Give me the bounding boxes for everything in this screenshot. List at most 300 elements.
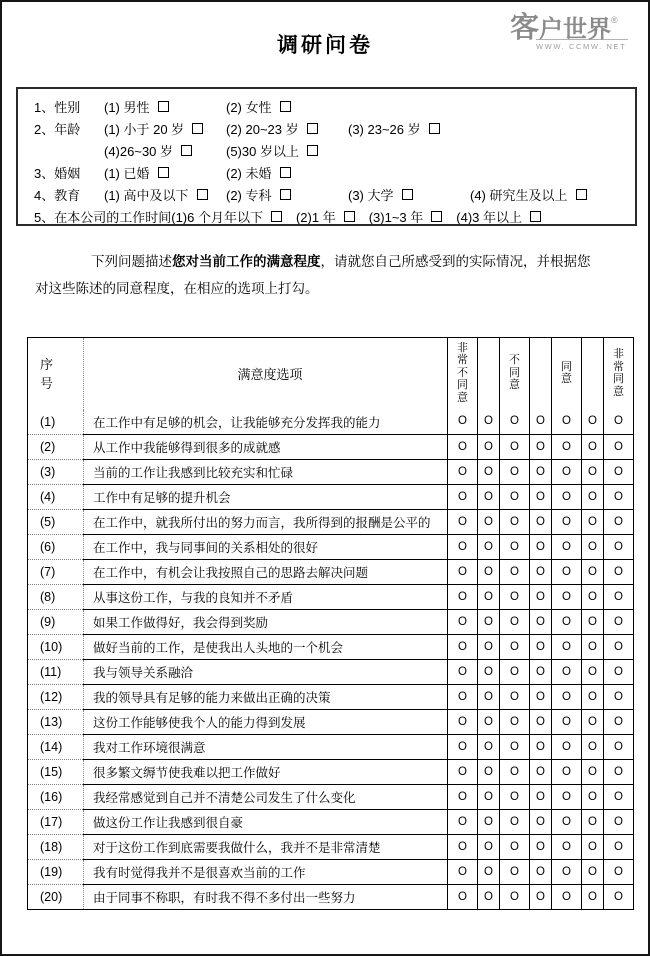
table-row <box>28 860 634 885</box>
checkbox-icon[interactable] <box>344 211 355 222</box>
demo-option <box>226 119 346 138</box>
brand-logo <box>510 12 628 51</box>
row-number: (11) <box>28 660 84 685</box>
table-row <box>28 560 634 585</box>
rating-circle[interactable]: O <box>500 760 530 785</box>
table-row <box>28 435 634 460</box>
rating-circle[interactable]: O <box>582 460 604 485</box>
rating-header-char: 不 <box>509 354 520 367</box>
rating-header-label <box>457 342 468 405</box>
rating-circle[interactable]: O <box>448 635 478 660</box>
rating-circle[interactable]: O <box>582 810 604 835</box>
statement-text: 在工作中，有机会让我按照自己的思路去解决问题 <box>84 560 448 585</box>
demo-question-label: 3、婚姻 <box>34 165 81 181</box>
col-header-rating <box>604 338 634 410</box>
statement-text: 由于同事不称职，有时我不得不多付出一些努力 <box>84 885 448 910</box>
checkbox-icon[interactable] <box>530 211 541 222</box>
rating-circle[interactable]: O <box>604 785 634 810</box>
demo-option <box>104 185 224 204</box>
rating-header-char: 意 <box>509 379 520 392</box>
demo-row-line <box>34 117 635 139</box>
rating-circle[interactable]: O <box>552 510 582 535</box>
demo-option <box>226 163 346 182</box>
rating-circle[interactable]: O <box>448 835 478 860</box>
demo-option-label: (1) 男性 <box>104 99 150 115</box>
rating-circle[interactable]: O <box>604 485 634 510</box>
row-number: (13) <box>28 710 84 735</box>
demo-option <box>171 207 282 226</box>
rating-circle[interactable]: O <box>604 860 634 885</box>
rating-circle[interactable]: O <box>530 460 552 485</box>
rating-circle[interactable]: O <box>582 735 604 760</box>
checkbox-icon[interactable] <box>402 189 413 200</box>
rating-circle[interactable]: O <box>500 560 530 585</box>
rating-circle[interactable]: O <box>604 410 634 435</box>
rating-circle[interactable]: O <box>478 485 500 510</box>
rating-circle[interactable]: O <box>582 785 604 810</box>
demo-row-line <box>34 139 635 161</box>
rating-circle[interactable]: O <box>500 835 530 860</box>
demo-option-label: (2) 20~23 岁 <box>226 121 299 137</box>
col-header-spacer <box>530 338 552 410</box>
checkbox-icon[interactable] <box>197 189 208 200</box>
rating-circle[interactable]: O <box>530 610 552 635</box>
col-header-spacer <box>478 338 500 410</box>
rating-circle[interactable]: O <box>448 460 478 485</box>
rating-circle[interactable]: O <box>604 460 634 485</box>
rating-circle[interactable]: O <box>530 660 552 685</box>
rating-circle[interactable]: O <box>448 435 478 460</box>
demo-row-line <box>34 183 635 205</box>
rating-circle[interactable]: O <box>478 885 500 910</box>
table-row <box>28 635 634 660</box>
rating-circle[interactable]: O <box>448 710 478 735</box>
rating-circle[interactable]: O <box>552 535 582 560</box>
rating-circle[interactable]: O <box>478 460 500 485</box>
checkbox-icon[interactable] <box>429 123 440 134</box>
rating-circle[interactable]: O <box>552 460 582 485</box>
rating-circle[interactable]: O <box>448 685 478 710</box>
rating-circle[interactable]: O <box>530 735 552 760</box>
demo-option <box>296 207 355 226</box>
row-number: (16) <box>28 785 84 810</box>
rating-circle[interactable]: O <box>448 760 478 785</box>
statement-text: 我对工作环境很满意 <box>84 735 448 760</box>
demo-option-label: (2)1 年 <box>295 209 336 225</box>
rating-circle[interactable]: O <box>604 835 634 860</box>
checkbox-icon[interactable] <box>307 145 318 156</box>
demo-option <box>104 119 224 138</box>
rating-circle[interactable]: O <box>582 510 604 535</box>
rating-circle[interactable]: O <box>448 785 478 810</box>
rating-circle[interactable]: O <box>478 710 500 735</box>
table-row <box>28 785 634 810</box>
rating-circle[interactable]: O <box>552 635 582 660</box>
rating-circle[interactable]: O <box>500 860 530 885</box>
rating-circle[interactable]: O <box>500 660 530 685</box>
rating-header-char: 同 <box>561 360 572 373</box>
table-row <box>28 535 634 560</box>
rating-circle[interactable]: O <box>448 585 478 610</box>
rating-circle[interactable]: O <box>530 435 552 460</box>
demo-option-label: (2) 未婚 <box>226 165 272 181</box>
rating-circle[interactable]: O <box>530 860 552 885</box>
statement-text: 如果工作做得好，我会得到奖励 <box>84 610 448 635</box>
rating-circle[interactable]: O <box>478 610 500 635</box>
table-row <box>28 610 634 635</box>
table-row <box>28 585 634 610</box>
col-header-rating <box>448 338 478 410</box>
rating-circle[interactable]: O <box>448 410 478 435</box>
rating-circle[interactable]: O <box>530 685 552 710</box>
rating-circle[interactable]: O <box>582 435 604 460</box>
row-number: (20) <box>28 885 84 910</box>
rating-circle[interactable]: O <box>448 660 478 685</box>
rating-circle[interactable]: O <box>530 710 552 735</box>
rating-circle[interactable]: O <box>552 585 582 610</box>
brand-logo-row <box>510 12 628 44</box>
rating-circle[interactable]: O <box>530 760 552 785</box>
rating-circle[interactable]: O <box>500 510 530 535</box>
demo-option <box>369 207 443 226</box>
rating-circle[interactable]: O <box>478 535 500 560</box>
rating-circle[interactable]: O <box>530 510 552 535</box>
table-row <box>28 760 634 785</box>
rating-header-char: 同 <box>613 373 624 385</box>
demo-option-label: (1)6 个月年以下 <box>171 209 263 225</box>
rating-header-label <box>561 361 572 386</box>
rating-circle[interactable]: O <box>552 760 582 785</box>
rating-header-char: 同 <box>457 379 468 392</box>
rating-circle[interactable]: O <box>604 760 634 785</box>
rating-circle[interactable]: O <box>500 535 530 560</box>
instructions-prefix: 下列问题描述 <box>91 254 172 269</box>
rating-circle[interactable]: O <box>448 510 478 535</box>
rating-circle[interactable]: O <box>500 610 530 635</box>
rating-circle[interactable]: O <box>604 685 634 710</box>
statement-text: 在工作中，就我所付出的努力而言，我所得到的报酬是公平的 <box>84 510 448 535</box>
rating-circle[interactable]: O <box>552 785 582 810</box>
rating-circle[interactable]: O <box>604 735 634 760</box>
rating-circle[interactable]: O <box>478 735 500 760</box>
rating-circle[interactable]: O <box>478 660 500 685</box>
rating-circle[interactable]: O <box>582 485 604 510</box>
checkbox-icon[interactable] <box>181 145 192 156</box>
demo-option <box>470 185 590 204</box>
rating-circle[interactable]: O <box>582 410 604 435</box>
row-number: (19) <box>28 860 84 885</box>
row-number: (8) <box>28 585 84 610</box>
table-row <box>28 710 634 735</box>
rating-circle[interactable]: O <box>500 810 530 835</box>
statement-text: 在工作中，我与同事间的关系相处的很好 <box>84 535 448 560</box>
demo-option-label: (4)26~30 岁 <box>104 143 174 159</box>
table-row <box>28 410 634 435</box>
demo-option-label: (5)30 岁以上 <box>226 143 299 159</box>
rating-circle[interactable]: O <box>530 885 552 910</box>
rating-circle[interactable]: O <box>582 610 604 635</box>
instructions-suffix: ，请就您自己所感受到的实际情况，并根据您对这些陈述的同意程度，在相应的选项上打勾。 <box>35 254 591 296</box>
rating-circle[interactable]: O <box>552 410 582 435</box>
rating-circle[interactable]: O <box>478 410 500 435</box>
page-title: 调研问卷 <box>277 34 373 57</box>
rating-circle[interactable]: O <box>604 560 634 585</box>
rating-header-label <box>509 354 520 392</box>
rating-circle[interactable]: O <box>530 785 552 810</box>
brand-logo-url: WWW. CCMW. NET <box>536 39 628 51</box>
rating-header-char: 非 <box>613 348 624 360</box>
rating-circle[interactable]: O <box>604 810 634 835</box>
checkbox-icon[interactable] <box>280 189 291 200</box>
checkbox-icon[interactable] <box>192 123 203 134</box>
rating-circle[interactable]: O <box>500 410 530 435</box>
rating-circle[interactable]: O <box>478 835 500 860</box>
demo-row-line <box>34 205 635 226</box>
col-header-rating <box>552 338 582 410</box>
statement-text: 我有时觉得我并不是很喜欢当前的工作 <box>84 860 448 885</box>
demo-option <box>104 163 224 182</box>
demo-option-label: (1) 小于 20 岁 <box>104 121 185 137</box>
rating-circle[interactable]: O <box>582 535 604 560</box>
rating-circle[interactable]: O <box>604 610 634 635</box>
rating-circle[interactable]: O <box>448 560 478 585</box>
table-row <box>28 460 634 485</box>
rating-circle[interactable]: O <box>604 710 634 735</box>
rating-header-char: 意 <box>457 391 468 404</box>
rating-circle[interactable]: O <box>448 885 478 910</box>
rating-circle[interactable]: O <box>552 485 582 510</box>
row-number: (3) <box>28 460 84 485</box>
rating-circle[interactable]: O <box>552 435 582 460</box>
table-row <box>28 810 634 835</box>
statement-text: 工作中有足够的提升机会 <box>84 485 448 510</box>
col-header-rating <box>500 338 530 410</box>
rating-circle[interactable]: O <box>478 560 500 585</box>
statement-text: 从事这份工作，与我的良知并不矛盾 <box>84 585 448 610</box>
demo-option-label: (3) 大学 <box>348 187 394 203</box>
row-number: (18) <box>28 835 84 860</box>
table-row <box>28 835 634 860</box>
rating-circle[interactable]: O <box>552 560 582 585</box>
rating-header-char: 意 <box>613 385 624 398</box>
rating-circle[interactable]: O <box>530 635 552 660</box>
demo-option-label: (4)3 年以上 <box>456 209 522 225</box>
rating-circle[interactable]: O <box>552 735 582 760</box>
col-header-desc: 满意度选项 <box>84 338 448 410</box>
rating-circle[interactable]: O <box>530 560 552 585</box>
demo-row-line <box>34 161 635 183</box>
demo-option-label: (4) 研究生及以上 <box>470 187 568 203</box>
rating-circle[interactable]: O <box>500 710 530 735</box>
rating-circle[interactable]: O <box>530 810 552 835</box>
rating-circle[interactable]: O <box>604 885 634 910</box>
rating-circle[interactable]: O <box>604 635 634 660</box>
rating-circle[interactable]: O <box>500 435 530 460</box>
demo-option-label: (2) 女性 <box>226 99 272 115</box>
rating-circle[interactable]: O <box>448 610 478 635</box>
statement-text: 做这份工作让我感到很自豪 <box>84 810 448 835</box>
rating-header-char: 常 <box>457 354 468 367</box>
statement-text: 我经常感觉到自己并不清楚公司发生了什么变化 <box>84 785 448 810</box>
rating-circle[interactable]: O <box>478 585 500 610</box>
rating-header-char: 同 <box>509 366 520 379</box>
rating-circle[interactable]: O <box>478 635 500 660</box>
rating-circle[interactable]: O <box>500 785 530 810</box>
demo-question-label: 5、在本公司的工作时间 <box>34 209 172 225</box>
table-row <box>28 885 634 910</box>
table-header-row <box>28 338 634 410</box>
rating-circle[interactable]: O <box>478 685 500 710</box>
rating-header-char: 非 <box>457 341 468 354</box>
rating-circle[interactable]: O <box>604 535 634 560</box>
rating-circle[interactable]: O <box>500 585 530 610</box>
registered-trademark-icon: ® <box>611 15 618 25</box>
rating-circle[interactable]: O <box>478 760 500 785</box>
survey-table <box>27 337 634 910</box>
checkbox-icon[interactable] <box>158 167 169 178</box>
demo-option-label: (1) 高中及以下 <box>104 187 189 203</box>
instructions-bold: 您对当前工作的满意程度 <box>172 254 321 269</box>
row-number: (5) <box>28 510 84 535</box>
table-row <box>28 510 634 535</box>
rating-circle[interactable]: O <box>582 710 604 735</box>
rating-circle[interactable]: O <box>530 485 552 510</box>
row-number: (14) <box>28 735 84 760</box>
rating-header-char: 常 <box>613 360 624 373</box>
table-row <box>28 685 634 710</box>
statement-text: 很多繁文缛节使我难以把工作做好 <box>84 760 448 785</box>
rating-circle[interactable]: O <box>448 535 478 560</box>
statement-text: 我与领导关系融洽 <box>84 660 448 685</box>
statement-text: 从工作中我能够得到很多的成就感 <box>84 435 448 460</box>
rating-circle[interactable]: O <box>448 735 478 760</box>
demo-question-label: 1、性别 <box>34 99 81 115</box>
checkbox-icon[interactable] <box>576 189 587 200</box>
col-header-seq: 序号 <box>28 338 84 410</box>
demo-option <box>226 97 346 116</box>
rating-circle[interactable]: O <box>500 460 530 485</box>
rating-header-label <box>613 348 624 398</box>
rating-circle[interactable]: O <box>552 885 582 910</box>
rating-circle[interactable]: O <box>500 685 530 710</box>
rating-circle[interactable]: O <box>582 635 604 660</box>
rating-circle[interactable]: O <box>582 760 604 785</box>
checkbox-icon[interactable] <box>280 167 291 178</box>
rating-circle[interactable]: O <box>530 535 552 560</box>
rating-circle[interactable]: O <box>604 510 634 535</box>
rating-circle[interactable]: O <box>604 660 634 685</box>
rating-circle[interactable]: O <box>582 685 604 710</box>
rating-circle[interactable]: O <box>582 885 604 910</box>
statement-text: 我的领导具有足够的能力来做出正确的决策 <box>84 685 448 710</box>
rating-circle[interactable]: O <box>448 485 478 510</box>
rating-circle[interactable]: O <box>552 835 582 860</box>
row-number: (6) <box>28 535 84 560</box>
rating-circle[interactable]: O <box>552 860 582 885</box>
statement-text: 做好当前的工作，是使我出人头地的一个机会 <box>84 635 448 660</box>
rating-circle[interactable]: O <box>530 835 552 860</box>
row-number: (1) <box>28 410 84 435</box>
brand-logo-text: 客户世界 <box>510 12 612 44</box>
table-row <box>28 660 634 685</box>
demo-row-line <box>34 95 635 117</box>
rating-circle[interactable]: O <box>478 810 500 835</box>
statement-text: 这份工作能够使我个人的能力得到发展 <box>84 710 448 735</box>
row-number: (7) <box>28 560 84 585</box>
rating-circle[interactable]: O <box>500 485 530 510</box>
rating-circle[interactable]: O <box>552 810 582 835</box>
rating-circle[interactable]: O <box>448 810 478 835</box>
statement-text: 在工作中有足够的机会，让我能够充分发挥我的能力 <box>84 410 448 435</box>
checkbox-icon[interactable] <box>280 101 291 112</box>
checkbox-icon[interactable] <box>271 211 282 222</box>
demo-option-label: (1) 已婚 <box>104 165 150 181</box>
demo-option-label: (2) 专科 <box>226 187 272 203</box>
rating-circle[interactable]: O <box>582 560 604 585</box>
col-header-spacer <box>582 338 604 410</box>
table-row <box>28 735 634 760</box>
statement-text: 对于这份工作到底需要我做什么，我并不是非常清楚 <box>84 835 448 860</box>
demo-option <box>226 185 346 204</box>
demo-question-label: 4、教育 <box>34 187 81 203</box>
rating-circle[interactable]: O <box>604 435 634 460</box>
rating-circle[interactable]: O <box>448 860 478 885</box>
rating-circle[interactable]: O <box>500 635 530 660</box>
row-number: (17) <box>28 810 84 835</box>
checkbox-icon[interactable] <box>158 101 169 112</box>
statement-text: 当前的工作让我感到比较充实和忙碌 <box>84 460 448 485</box>
rating-circle[interactable]: O <box>478 785 500 810</box>
row-number: (2) <box>28 435 84 460</box>
rating-circle[interactable]: O <box>530 585 552 610</box>
checkbox-icon[interactable] <box>307 123 318 134</box>
demo-option <box>104 141 224 160</box>
rating-circle[interactable]: O <box>500 735 530 760</box>
rating-circle[interactable]: O <box>552 685 582 710</box>
row-number: (12) <box>28 685 84 710</box>
rating-circle[interactable]: O <box>500 885 530 910</box>
demo-option-label: (3) 23~26 岁 <box>348 121 421 137</box>
rating-circle[interactable]: O <box>552 660 582 685</box>
rating-circle[interactable]: O <box>552 610 582 635</box>
rating-circle[interactable]: O <box>478 510 500 535</box>
row-number: (15) <box>28 760 84 785</box>
row-number: (10) <box>28 635 84 660</box>
rating-circle[interactable]: O <box>478 860 500 885</box>
rating-circle[interactable]: O <box>552 710 582 735</box>
demo-question-label: 2、年龄 <box>34 121 81 137</box>
rating-circle[interactable]: O <box>582 860 604 885</box>
demo-option <box>348 119 468 138</box>
rating-circle[interactable]: O <box>478 435 500 460</box>
checkbox-icon[interactable] <box>431 211 442 222</box>
rating-circle[interactable]: O <box>530 410 552 435</box>
demo-option <box>104 97 224 116</box>
instructions-paragraph <box>35 248 597 302</box>
demo-option-label: (3)1~3 年 <box>368 209 424 225</box>
rating-circle[interactable]: O <box>582 835 604 860</box>
demo-option <box>456 207 541 226</box>
rating-circle[interactable]: O <box>582 660 604 685</box>
demo-option <box>226 141 346 160</box>
demographics-box <box>16 87 637 226</box>
rating-circle[interactable]: O <box>582 585 604 610</box>
rating-header-char: 不 <box>457 366 468 379</box>
row-number: (9) <box>28 610 84 635</box>
row-number: (4) <box>28 485 84 510</box>
rating-circle[interactable]: O <box>604 585 634 610</box>
demo-option <box>348 185 468 204</box>
